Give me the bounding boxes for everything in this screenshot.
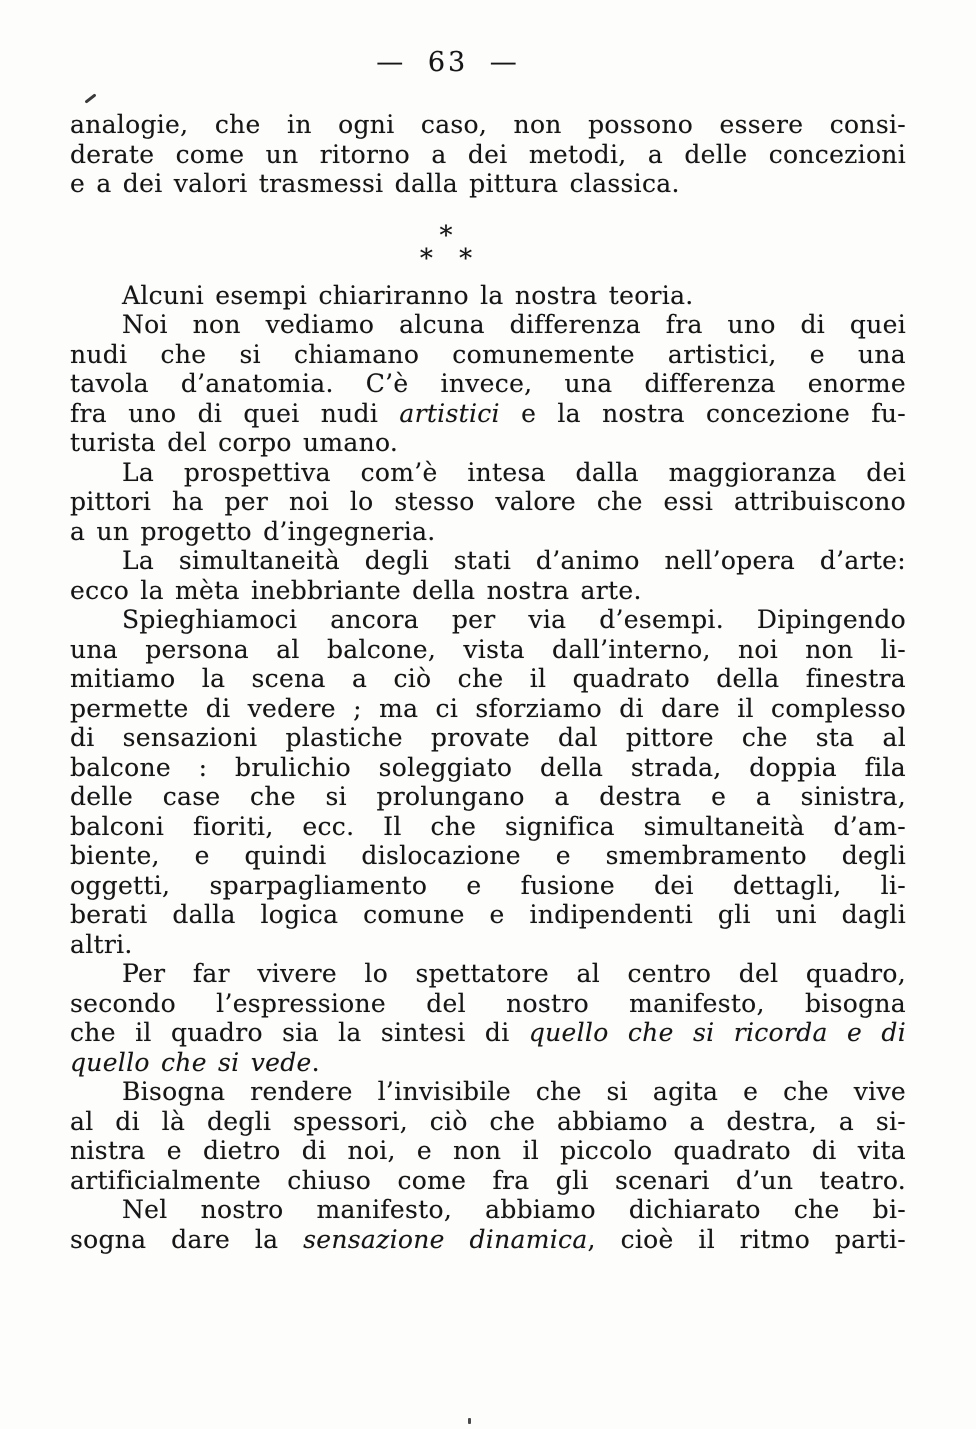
- body-text: di sensazioni plastiche provate dal pittore che sta al: [70, 723, 906, 752]
- body-text: che il quadro sia la sintesi di: [70, 1018, 529, 1047]
- body-text: La prospettiva com’è intesa dalla maggioranza dei: [122, 457, 906, 487]
- body-text: permette di vedere ; ma ci sforziamo di dare il complesso: [70, 693, 906, 723]
- body-text: sogna dare la: [70, 1224, 304, 1254]
- scan-artifact: [468, 1418, 471, 1424]
- text-line: [70, 664, 906, 694]
- body-text: nudi che si chiamano comunemente artistici, e una: [70, 339, 906, 369]
- text-line: [70, 428, 906, 458]
- text-line: [70, 140, 906, 170]
- text-line: [70, 1136, 906, 1166]
- text-line: [70, 1107, 906, 1137]
- page-number: — 63 —: [376, 47, 520, 78]
- text-line: [70, 517, 906, 547]
- body-text: turista del corpo umano.: [70, 428, 399, 457]
- body-text: , cioè il ritmo parti-: [587, 1224, 906, 1254]
- body-text: analogie, che in ogni caso, non possono essere consi-: [70, 110, 906, 139]
- body-text: pittori ha per noi lo stesso valore che essi attribuiscono: [70, 487, 906, 516]
- italic-text: sensazione dinamica: [303, 1224, 588, 1254]
- body-text: balcone : brulichio soleggiato della strada, doppia fila: [70, 752, 906, 782]
- text-line: [70, 635, 906, 665]
- paragraph: [70, 546, 906, 605]
- text-line: [70, 900, 906, 930]
- italic-text: artistici: [399, 398, 500, 428]
- text-line: [70, 812, 906, 842]
- text-line: [70, 369, 906, 399]
- scan-artifact: [84, 93, 96, 103]
- body-text: secondo l’espressione del nostro manifesto, bisogna: [70, 988, 906, 1018]
- text-line: [70, 399, 906, 429]
- paragraph: [70, 1195, 906, 1254]
- body-text: e a dei valori trasmessi dalla pittura classica.: [70, 169, 680, 198]
- paragraph: [70, 1077, 906, 1195]
- paragraph: [70, 458, 906, 547]
- body-text: berati dalla logica comune e indipendenti gli uni dagli: [70, 900, 906, 929]
- text-line: [70, 871, 906, 901]
- body-text: una persona al balcone, vista dall’interno, noi non li-: [70, 634, 906, 664]
- body-text: mitiamo la scena a ciò che il quadrato della finestra: [70, 664, 906, 693]
- text-line: [70, 1225, 906, 1255]
- body-text: Alcuni esempi chiariranno la nostra teoria.: [122, 280, 694, 310]
- body-text: fra uno di quei nudi: [70, 398, 400, 428]
- body-text: .: [311, 1047, 320, 1077]
- body-text: balconi fioriti, ecc. Il che significa simultaneità d’am-: [70, 811, 906, 841]
- body-text: e la nostra concezione fu-: [499, 398, 906, 428]
- text-line: [70, 169, 906, 199]
- text-line: [70, 310, 906, 340]
- body-text: oggetti, sparpagliamento e fusione dei dettagli, li-: [70, 870, 906, 900]
- body-text: al di là degli spessori, ciò che abbiamo a destra, a si-: [70, 1106, 906, 1136]
- text-line: [70, 110, 906, 140]
- paragraph: [70, 110, 906, 199]
- asterisk-row: * *: [419, 243, 482, 274]
- body-text: Bisogna rendere l’invisibile che si agita e che vive: [122, 1077, 906, 1106]
- paragraph: [70, 281, 906, 311]
- body-text: nistra e dietro di noi, e non il piccolo quadrato di vita: [70, 1136, 906, 1165]
- paragraph: [70, 310, 906, 458]
- text-line: [70, 340, 906, 370]
- paragraph: [70, 959, 906, 1077]
- asterism-separator: [28, 220, 864, 274]
- body-text: a un progetto d’ingegneria.: [70, 516, 436, 546]
- text-line: [70, 782, 906, 812]
- asterisk-row: *: [439, 220, 453, 251]
- text-line: [70, 576, 906, 606]
- body-text: ecco la mèta inebbriante della nostra arte.: [70, 575, 642, 605]
- body-text: Noi non vediamo alcuna differenza fra uno di quei: [122, 310, 906, 339]
- body-text: Nel nostro manifesto, abbiamo dichiarato che bi-: [122, 1195, 906, 1224]
- body-text: altri.: [70, 929, 133, 959]
- text-line: [70, 753, 906, 783]
- text-line: [70, 458, 906, 488]
- text-line: [70, 930, 906, 960]
- body-text: Per far vivere lo spettatore al centro del quadro,: [122, 959, 906, 988]
- text-line: [70, 605, 906, 635]
- italic-text: quello che si ricorda e di: [528, 1018, 906, 1047]
- body-text: artificialmente chiuso come fra gli scenari d’un teatro.: [70, 1165, 906, 1195]
- text-line: [70, 281, 906, 311]
- text-line: [70, 1018, 906, 1048]
- text-line: [70, 694, 906, 724]
- text-line: [70, 1048, 906, 1078]
- body-text: biente, e quindi dislocazione e smembramento degli: [70, 841, 906, 870]
- text-line: [70, 841, 906, 871]
- text-line: [70, 989, 906, 1019]
- body-text: derate come un ritorno a dei metodi, a delle concezioni: [70, 139, 906, 169]
- paragraph: [70, 605, 906, 959]
- body-text: tavola d’anatomia. C’è invece, una differenza enorme: [70, 369, 906, 398]
- text-line: [70, 1166, 906, 1196]
- text-line: [70, 1195, 906, 1225]
- italic-text: quello che si vede: [70, 1047, 312, 1077]
- body-text: Spieghiamoci ancora per via d’esempi. Dipingendo: [122, 605, 906, 634]
- text-line: [70, 723, 906, 753]
- page-body: [70, 110, 906, 1254]
- text-line: [70, 959, 906, 989]
- body-text: delle case che si prolungano a destra e a sinistra,: [70, 782, 906, 811]
- text-line: [70, 546, 906, 576]
- text-line: [70, 1077, 906, 1107]
- body-text: La simultaneità degli stati d’animo nell’opera d’arte:: [122, 546, 906, 575]
- text-line: [70, 487, 906, 517]
